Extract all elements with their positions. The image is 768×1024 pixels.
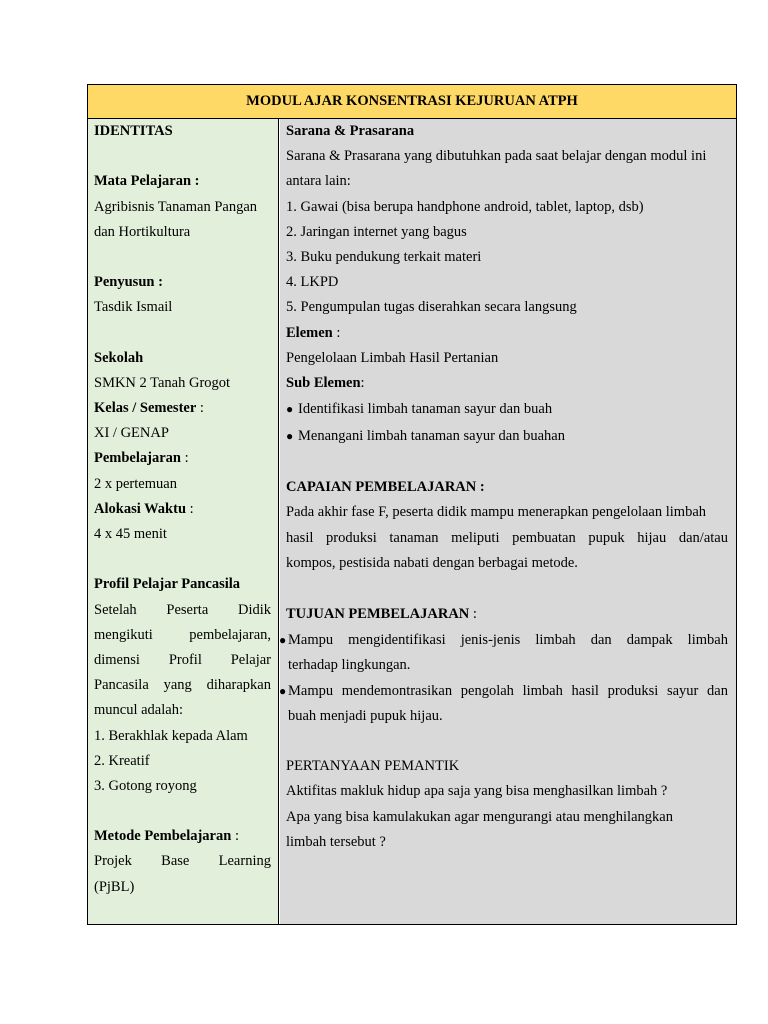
sekolah-value: SMKN 2 Tanah Grogot: [94, 374, 231, 391]
capaian-line3: kompos, pestisida nabati dengan berbagai metode.: [286, 554, 578, 571]
profil-label: Profil Pelajar Pancasila: [94, 576, 241, 593]
tujuan-item1-line2: terhadap lingkungan.: [288, 657, 411, 674]
sub-elemen-item: [286, 396, 728, 423]
metode-word: Learning: [218, 853, 271, 870]
sub-elemen-text: Menangani limbah tanaman sayur dan buahan: [298, 428, 565, 445]
sub-elemen-item: [286, 423, 728, 450]
capaian-word: hijau: [637, 529, 667, 546]
tujuan-word: Mampu: [288, 682, 334, 699]
profil-word: mengikuti: [94, 626, 153, 643]
sarana-heading: Sarana & Prasarana: [286, 123, 415, 139]
profil-text-line3: [94, 648, 271, 673]
tujuan-word: limbah: [687, 632, 728, 649]
profil-word: Didik: [237, 601, 271, 618]
tujuan-label: TUJUAN PEMBELAJARAN: [286, 606, 470, 623]
profil-item: 2. Kreatif: [94, 752, 150, 769]
metode-word: Base: [161, 853, 190, 870]
tujuan-word: hasil: [571, 682, 599, 699]
elemen-label: Elemen: [286, 324, 333, 341]
profil-text-line1: [94, 598, 271, 623]
identity-column: [88, 119, 279, 924]
capaian-word: pembuatan: [512, 529, 576, 546]
elemen-value: Pengelolaan Limbah Hasil Pertanian: [286, 349, 499, 366]
penyusun-label: Penyusun :: [94, 274, 163, 291]
profil-word: Setelah: [94, 601, 137, 618]
capaian-word: hasil: [286, 529, 314, 546]
capaian-line1: Pada akhir fase F, peserta didik mampu menerapkan pengelolaan limbah: [286, 504, 707, 521]
bullet-icon: ●: [279, 683, 287, 698]
profil-word: dimensi: [94, 651, 140, 668]
mapel-value-line1: Agribisnis Tanaman Pangan: [94, 198, 258, 215]
tujuan-word: pengolah: [460, 682, 514, 699]
tujuan-item1-line1: [279, 628, 728, 653]
profil-word: diharapkan: [206, 677, 271, 694]
tujuan-word: sayur: [666, 682, 699, 699]
alokasi-value: 4 x 45 menit: [94, 526, 167, 542]
tujuan-word: Mampu: [288, 632, 334, 649]
tujuan-label-line: [286, 601, 728, 628]
alokasi-colon: :: [186, 500, 194, 517]
profil-word: Pancasila: [94, 677, 149, 694]
sarana-item: 1. Gawai (bisa berupa handphone android, tablet, laptop, dsb): [286, 198, 644, 215]
metode-word: Projek: [94, 853, 132, 870]
module-title: MODUL AJAR KONSENTRASI KEJURUAN ATPH: [88, 85, 736, 119]
metode-colon: :: [231, 828, 239, 845]
profil-word: Profil: [168, 651, 202, 668]
mapel-label: Mata Pelajaran :: [94, 173, 200, 190]
profil-word: Peserta: [166, 601, 209, 618]
capaian-word: tanaman: [389, 529, 439, 546]
tujuan-word: dan: [707, 682, 728, 699]
bullet-icon: ●: [286, 402, 294, 417]
pembelajaran-value: 2 x pertemuan: [94, 475, 177, 492]
metode-value-line2: (PjBL): [94, 878, 135, 895]
tujuan-word: produksi: [607, 682, 659, 699]
profil-word: Pelajar: [230, 651, 271, 668]
penyusun-value: Tasdik Ismail: [94, 299, 173, 316]
tujuan-word: mendemontrasikan: [341, 682, 453, 699]
metode-label-line: [94, 824, 271, 849]
profil-item: 3. Gotong royong: [94, 777, 197, 794]
tujuan-item2-line2: buah menjadi pupuk hijau.: [288, 707, 443, 724]
identitas-heading: IDENTITAS: [94, 123, 173, 139]
sarana-item: 2. Jaringan internet yang bagus: [286, 223, 467, 240]
content-column: [280, 119, 736, 924]
alokasi-label: Alokasi Waktu: [94, 500, 187, 517]
bullet-icon: ●: [279, 633, 287, 648]
tujuan-colon: :: [469, 606, 477, 623]
sub-elemen-text: Identifikasi limbah tanaman sayur dan buah: [298, 401, 553, 418]
kelas-label-line: [94, 396, 271, 421]
pembelajaran-label-line: [94, 446, 271, 471]
elemen-colon: :: [332, 324, 341, 341]
sub-elemen-colon: :: [360, 374, 365, 391]
kelas-label: Kelas / Semester: [94, 400, 197, 417]
tujuan-word: limbah: [535, 632, 576, 649]
capaian-word: meliputi: [451, 529, 500, 546]
pembelajaran-colon: :: [180, 450, 189, 467]
sekolah-label: Sekolah: [94, 349, 144, 366]
sarana-item: 3. Buku pendukung terkait materi: [286, 248, 482, 265]
metode-value-line1: [94, 849, 271, 874]
capaian-word: dan/atau: [678, 529, 728, 546]
profil-text-line4: [94, 673, 271, 698]
sub-elemen-label: Sub Elemen: [286, 374, 361, 391]
sarana-intro-line2: antara lain:: [286, 173, 351, 190]
pemantik-question1: Aktifitas makluk hidup apa saja yang bisa menghasilkan limbah ?: [286, 783, 668, 800]
sarana-item: 4. LKPD: [286, 274, 339, 291]
profil-text-line2: [94, 623, 271, 648]
capaian-line2: [286, 526, 728, 551]
bullet-icon: ●: [286, 429, 294, 444]
capaian-word: pupuk: [588, 529, 625, 546]
tujuan-word: limbah: [522, 682, 563, 699]
module-table: [87, 84, 737, 925]
pemantik-question2-line1: Apa yang bisa kamulakukan agar mengurangi atau menghilangkan: [286, 808, 673, 825]
mapel-value-line2: dan Hortikultura: [94, 223, 191, 240]
capaian-heading: CAPAIAN PEMBELAJARAN :: [286, 479, 485, 496]
metode-label: Metode Pembelajaran: [94, 828, 232, 845]
profil-text-line5: muncul adalah:: [94, 702, 183, 719]
tujuan-word: mengidentifikasi: [348, 632, 446, 649]
profil-word: pembelajaran,: [189, 626, 271, 643]
profil-item: 1. Berakhlak kepada Alam: [94, 727, 248, 744]
sarana-item: 5. Pengumpulan tugas diserahkan secara langsung: [286, 299, 577, 316]
tujuan-word: dampak: [626, 632, 673, 649]
kelas-colon: :: [196, 400, 204, 417]
pemantik-question2-line2: limbah tersebut ?: [286, 833, 386, 850]
elemen-label-line: [286, 321, 728, 346]
pembelajaran-label: Pembelajaran: [94, 450, 181, 467]
capaian-word: produksi: [326, 529, 377, 546]
alokasi-label-line: [94, 497, 271, 522]
sub-elemen-label-line: [286, 371, 728, 396]
tujuan-item2-line1: [279, 679, 728, 704]
kelas-value: XI / GENAP: [94, 425, 169, 442]
pemantik-heading: PERTANYAAN PEMANTIK: [286, 758, 460, 775]
sarana-intro-line1: Sarana & Prasarana yang dibutuhkan pada saat belajar dengan modul ini: [286, 148, 707, 165]
tujuan-word: dan: [590, 632, 612, 649]
profil-word: yang: [163, 677, 192, 694]
tujuan-word: jenis-jenis: [460, 632, 521, 649]
